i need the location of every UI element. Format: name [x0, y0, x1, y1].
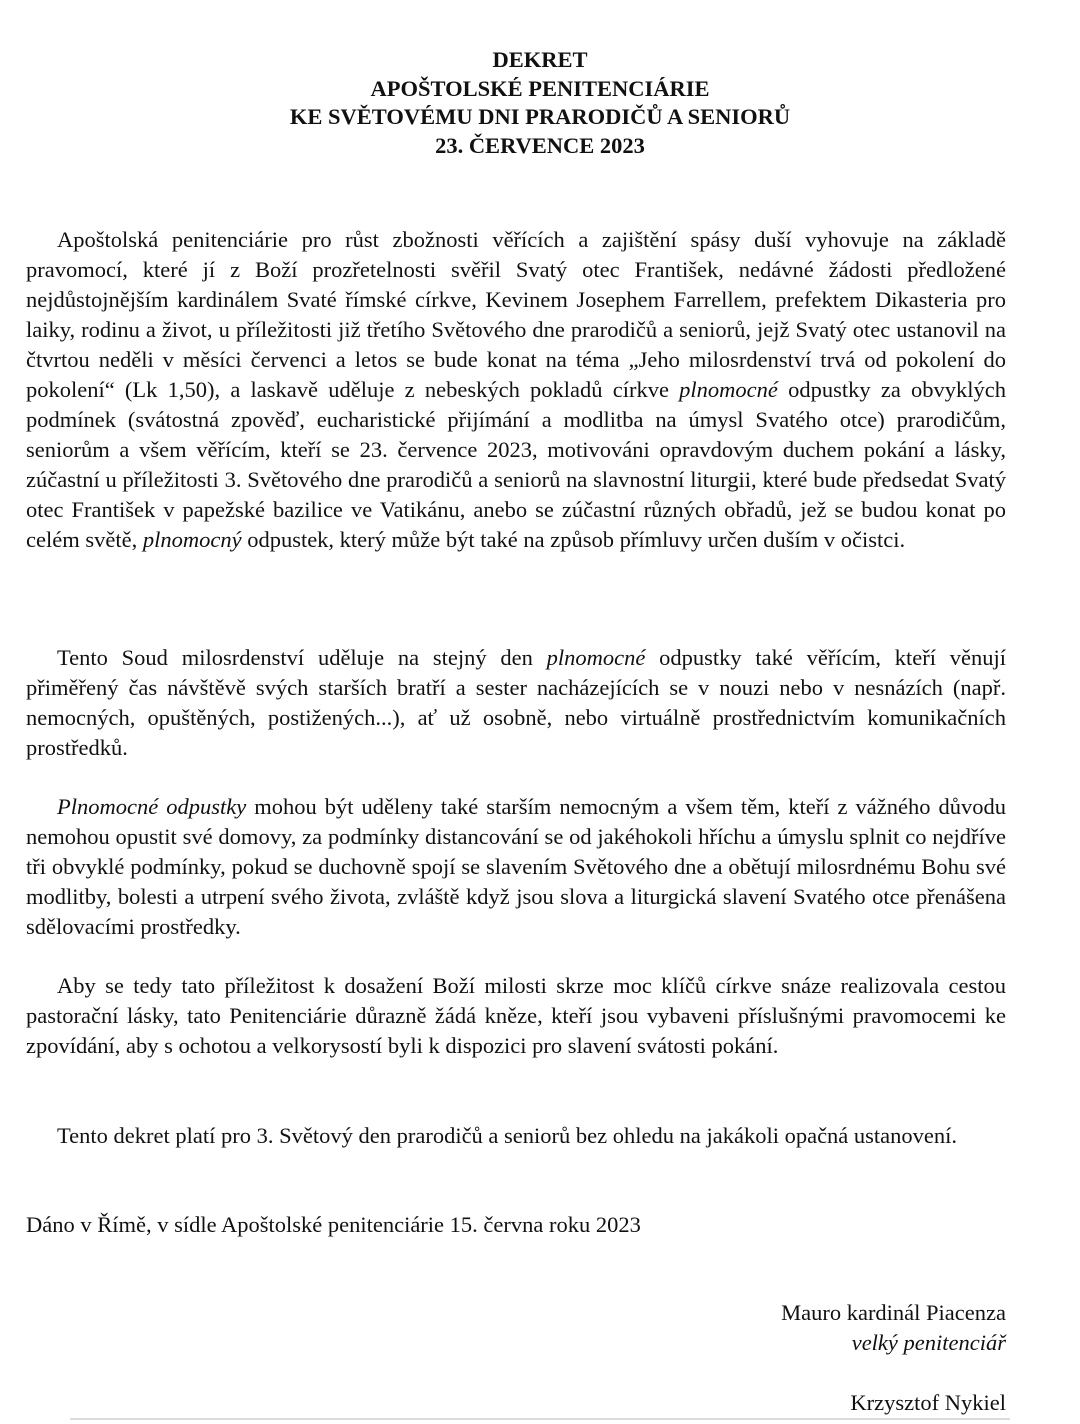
paragraph-validity [26, 1121, 1006, 1151]
emphasis-text: Plnomocné odpustky [57, 794, 247, 819]
dated-line: Dáno v Římě, v sídle Apoštolské penitenciárie 15. června roku 2023 [26, 1212, 641, 1237]
emphasis-text: plnomocné [546, 645, 646, 670]
signer-name: Mauro kardinál Piacenza [781, 1300, 1006, 1325]
heading-line-issuer: APOŠTOLSKÉ PENITENCIÁRIE [370, 75, 710, 101]
paragraph-text: odpustek, který může být také na způsob přímluvy určen duším v očistci. [241, 527, 906, 552]
page-bottom-divider [70, 1418, 1010, 1420]
paragraph-main-grant [26, 225, 1006, 555]
heading-line-occasion: KE SVĚTOVÉMU DNI PRARODIČŮ A SENIORŮ [289, 104, 791, 129]
paragraph-priests [26, 971, 1006, 1061]
paragraph-visits [26, 643, 1006, 763]
paragraph-text: odpustky také věřícím, kteří věnují přiměřený čas návštěvě svých starších bratří a sester nacházejících se v nouzi nebo v nesnázích (např. nemocných, opuštěných, postižených...), ať už osobně, nebo virtuálně prostřednictvím komunikačních prostředků. [26, 645, 1006, 760]
paragraph-text: Tento dekret platí pro 3. Světový den prarodičů a seniorů bez ohledu na jakákoli opačná ustanovení. [57, 1123, 958, 1148]
heading-line-date: 23. ČERVENCE 2023 [435, 132, 645, 158]
paragraph-text: Tento Soud milosrdenství uděluje na stejný den [57, 645, 547, 670]
paragraph-text: Aby se tedy tato příležitost k dosažení Boží milosti skrze moc klíčů církve snáze realizovala cestou pastorační lásky, tato Penitenciárie důrazně žádá kněze, kteří jsou vybaveni příslušnými pravomocemi ke zpovídání, aby s ochotou a velkorysostí byli k dispozici pro slavení svátosti pokání. [26, 973, 1006, 1058]
signer-title: velký penitenciář [851, 1330, 1006, 1355]
emphasis-text: plnomocné [679, 377, 778, 402]
signer-name: Krzysztof Nykiel [850, 1390, 1006, 1415]
paragraph-sick [26, 792, 1006, 942]
emphasis-text: plnomocný [142, 527, 242, 552]
paragraph-text: Apoštolská penitenciárie pro růst zbožnosti věřících a zajištění spásy duší vyhovuje na základě pravomocí, které jí z Boží prozřetelnosti svěřil Svatý otec František, nedávné žádosti předložené nejdůstojnějším kardinálem Svaté římské církve, Kevinem Josephem Farrellem, prefektem Dikasteria pro laiky, rodinu a život, u příležitosti již třetího Světového dne prarodičů a seniorů, jejž Svatý otec ustanovil na čtvrtou neděli v měsíci červenci a letos se bude konat na téma „Jeho milosrdenství trvá od pokolení do pokolení“ (Lk 1,50), a laskavě uděluje z nebeských pokladů církve [26, 227, 1006, 402]
heading-line-decree: DEKRET [492, 47, 588, 72]
paragraph-text: mohou být uděleny také starším nemocným a všem těm, kteří z vážného důvodu nemohou opustit své domovy, za podmínky distancování se od jakéhokoli hříchu a úmyslu splnit co nejdříve tři obvyklé podmínky, pokud se duchovně spojí se slavením Světového dne a obětují milosrdnému Bohu své modlitby, bolesti a utrpení svého života, zvláště když jsou slova a liturgická slavení Svatého otce přenášena sdělovacími prostředky. [26, 794, 1006, 939]
paragraph-text: odpustky za obvyklých podmínek (svátostná zpověď, eucharistické přijímání a modlitba na úmysl Svatého otce) prarodičům, seniorům a všem věřícím, kteří se 23. července 2023, motivováni opravdovým duchem pokání a lásky, zúčastní u příležitosti 3. Světového dne prarodičů a seniorů na slavnostní liturgii, které bude předsedat Svatý otec František v papežské bazilice ve Vatikánu, anebo se zúčastní různých obřadů, jež se budou konat po celém světě, [26, 377, 1007, 552]
document-heading [0, 46, 1080, 160]
